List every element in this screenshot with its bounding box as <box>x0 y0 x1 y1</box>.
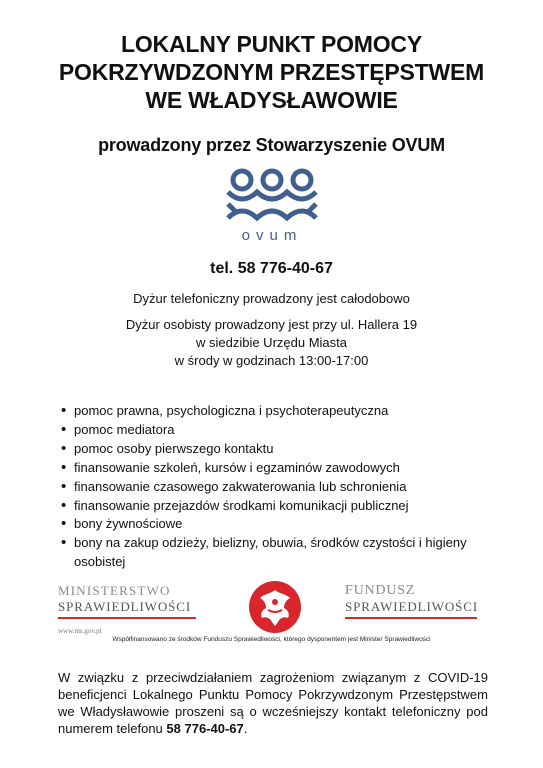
ministry-line-1: MINISTERSTWO <box>58 583 171 598</box>
title-line-1: LOKALNY PUNKT POMOCY <box>121 31 422 57</box>
fund-red-rule <box>345 617 477 619</box>
service-item: • finansowanie czasowego zakwaterowania lub schronienia <box>58 478 498 497</box>
eagle-emblem-icon <box>248 580 302 634</box>
ovum-logo-icon <box>222 168 322 244</box>
notice-phone: 58 776-40-67 <box>166 721 244 736</box>
covid-notice <box>58 669 488 737</box>
service-item: • pomoc prawna, psychologiczna i psychoterapeutyczna <box>58 402 498 421</box>
service-item: • bony na zakup odzieży, bielizny, obuwia, środków czystości i higieny osobistej <box>58 534 498 572</box>
service-item: • finansowanie szkoleń, kursów i egzaminów zawodowych <box>58 459 498 478</box>
office-duty-info <box>0 316 543 370</box>
service-item: • pomoc osoby pierwszego kontaktu <box>58 440 498 459</box>
subtitle: prowadzony przez Stowarzyszenie OVUM <box>98 135 445 155</box>
service-item: • bony żywnościowe <box>58 515 498 534</box>
fund-logo <box>345 583 485 619</box>
phone-number: tel. 58 776-40-67 <box>210 260 333 277</box>
ministry-logo <box>58 583 198 635</box>
ovum-logo-text: ovum <box>241 227 303 244</box>
office-line-1: Dyżur osobisty prowadzony jest przy ul. Hallera 19 <box>125 317 418 332</box>
service-item: • finansowanie przejazdów środkami komunikacji publicznej <box>58 497 498 516</box>
phone-duty-note: Dyżur telefoniczny prowadzony jest całodobowo <box>133 291 410 306</box>
services-list <box>58 402 498 572</box>
service-item: • pomoc mediatora <box>58 421 498 440</box>
ministry-line-2: SPRAWIEDLIWOŚCI <box>58 599 192 614</box>
ministry-url: www.ms.gov.pl <box>58 627 102 635</box>
notice-text: W związku z przeciwdziałaniem zagrożeniom związanym z COVID-19 beneficjenci Lokalnego Punktu Pomocy Pokrzywdzonym Przestępstwem we Władysławowie proszeni są o wcześniejszy kontakt telefoniczny pod numerem telefonu <box>58 670 488 736</box>
title-line-3: WE WŁADYSŁAWOWIE <box>145 87 398 113</box>
title-line-2: POKRZYWDZONYM PRZESTĘPSTWEM <box>58 59 485 85</box>
office-line-2: w siedzibie Urzędu Miasta <box>195 335 347 350</box>
cofinance-note: Współfinansowano ze środków Funduszu Sprawiedliwości, którego dysponentem jest Minister Sprawiedliwości <box>112 636 431 643</box>
notice-end: . <box>243 721 248 736</box>
ovum-logo <box>222 168 322 244</box>
ministry-red-rule <box>58 617 196 619</box>
fund-line-1: FUNDUSZ <box>345 583 416 598</box>
office-line-3: w środy w godzinach 13:00-17:00 <box>174 353 369 368</box>
page-title <box>0 30 543 114</box>
fund-line-2: SPRAWIEDLIWOŚCI <box>345 599 479 614</box>
